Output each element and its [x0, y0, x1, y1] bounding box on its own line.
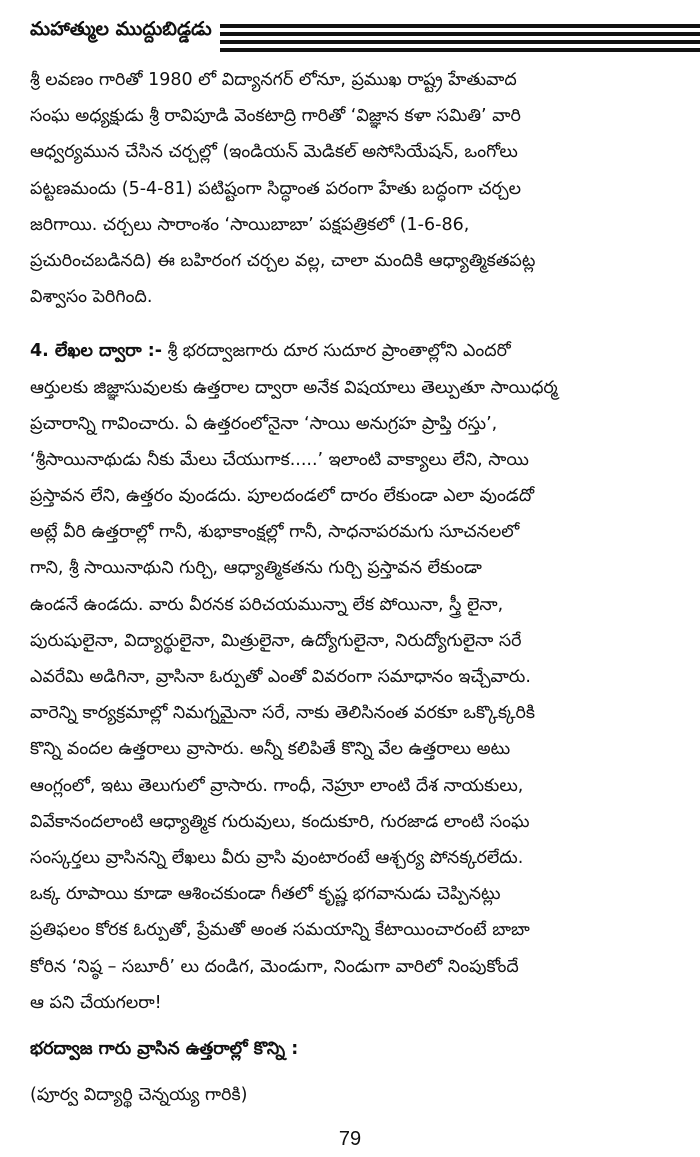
text-line: ఉండనే ఉండదు. వారు వీరనక పరిచయమున్నా లేక పోయినా, స్త్రీ లైనా, — [30, 594, 504, 615]
section-intro-text: శ్రీ భరద్వాజగారు దూర సుదూర ప్రాంతాల్లోని ఎందరో — [162, 341, 511, 362]
paragraph-gap — [30, 1021, 670, 1031]
text-line — [30, 333, 670, 369]
text-line: అట్లే వీరి ఉత్తరాల్లో గానీ, శుభాకాంక్షల్లో గానీ, సాధనాపరమగు సూచనలలో — [30, 522, 520, 543]
text-line: పట్టణమందు (5-4-81) పటిష్టంగా సిద్ధాంత పరంగా హేతు బద్ధంగా చర్చల — [30, 178, 522, 199]
section-letters — [30, 333, 670, 1021]
text-line: వివేకానందలాంటి ఆధ్యాత్మిక గురువులు, కందుకూరి, గురజాడ లాంటి సంఘ — [30, 811, 530, 832]
text-line: కోరిన ‘నిష్ఠ – సబూరీ’ లు దండిగ, మెండుగా, నిండుగా వారిలో నింపుకోందే — [30, 956, 519, 977]
text-line: ‘శ్రీసాయినాథుడు నీకు మేలు చేయుగాక.....’ ఇలాంటి వాక్యాలు లేని, సాయి — [30, 449, 529, 470]
paragraph-debates — [30, 62, 670, 315]
text-line: ప్రచురించబడినది) ఈ బహిరంగ చర్చల వల్ల, చాలా మందికి ఆధ్యాత్మికతపట్ల — [30, 250, 536, 271]
text-line: సంస్కర్తలు వ్రాసినన్ని లేఖలు వీరు వ్రాసి వుంటారంటే ఆశ్చర్య పోనక్కరలేదు. — [30, 847, 524, 868]
text-line: ఒక్క రూపాయి కూడా ఆశించకుండా గీతలో కృష్ణ భగవానుడు చెప్పినట్లు — [30, 884, 501, 905]
header-rule — [220, 40, 700, 44]
text-line: విశ్వాసం పెరిగింది. — [30, 287, 153, 308]
header-rule — [220, 48, 700, 52]
text-line: ప్రచారాన్ని గావించారు. ఏ ఉత్తరంలోనైనా ‘సాయి అనుగ్రహ ప్రాప్తి రస్తు’, — [30, 413, 498, 434]
section-heading: 4. లేఖల ద్వారా :- — [30, 341, 163, 362]
text-line: ఆంగ్లంలో, ఇటు తెలుగులో వ్రాసారు. గాంధీ, నెహ్రూ లాంటి దేశ నాయకులు, — [30, 775, 524, 796]
paragraph-gap — [30, 1067, 670, 1077]
text-line: ఆధ్వర్యమున చేసిన చర్చల్లో (ఇండియన్ మెడికల్ అసోసియేషన్, ఒంగోలు — [30, 142, 518, 163]
header-rules — [220, 24, 700, 64]
text-line: కొన్ని వందల ఉత్తరాలు వ్రాసారు. అన్నీ కలిపితే కొన్ని వేల ఉత్తరాలు అటు — [30, 739, 511, 760]
text-line: వారెన్ని కార్యక్రమాల్లో నిమగ్నమైనా సరే, నాకు తెలిసినంత వరకూ ఒక్కొక్కరికి — [30, 703, 536, 724]
page-body — [30, 62, 670, 1113]
letters-heading: భరద్వాజ గారు వ్రాసిన ఉత్తరాల్లో కొన్ని : — [30, 1038, 299, 1059]
text-line: ఆ పని చేయగలరా! — [30, 992, 162, 1013]
text-line: శ్రీ లవణం గారితో 1980 లో విద్యానగర్ లోనూ, ప్రముఖ రాష్ట్ర హేతువాద — [30, 70, 517, 90]
text-line: పురుషులైనా, విద్యార్థులైనా, మిత్రులైనా, ఉద్యోగులైనా, నిరుద్యోగులైనా సరే — [30, 630, 522, 651]
text-line: ప్రస్తావన లేని, ఉత్తరం వుండదు. పూలదండలో దారం లేకుండా ఎలా వుండదో — [30, 486, 535, 507]
text-line: ఎవరేమి అడిగినా, వ్రాసినా ఓర్పుతో ఎంతో వివరంగా సమాధానం ఇచ్చేవారు. — [30, 667, 531, 687]
text-line: గాని, శ్రీ సాయినాథుని గుర్చి, ఆధ్యాత్మికతను గుర్చి ప్రస్తావన లేకుండా — [30, 558, 482, 579]
letter-recipient: (పూర్వ విద్యార్థి చెన్నయ్య గారికి) — [30, 1085, 248, 1106]
page-number: 79 — [338, 1128, 362, 1150]
text-line: సంఘ అధ్యక్షుడు శ్రీ రావిపూడి వెంకటాద్రి గారితో ‘విజ్ఞాన కళా సమితి’ వారి — [30, 106, 521, 127]
text-line: జరిగాయి. చర్చలు సారాంశం ‘సాయిబాబా’ పక్షపత్రికలో (1-6-86, — [30, 214, 470, 235]
running-title: మహాత్ముల ముద్దుబిడ్డడు — [30, 18, 212, 40]
header-rule — [220, 24, 700, 28]
page-header — [30, 16, 670, 66]
text-line: ప్రతిఫలం కోరక ఓర్పుతో, ప్రేమతో అంత సమయాన్ని కేటాయించారంటే బాబా — [30, 920, 530, 941]
paragraph-gap — [30, 315, 670, 333]
text-line: ఆర్తులకు జిజ్ఞాసువులకు ఉత్తరాల ద్వారా అనేక విషయాలు తెల్పుతూ సాయిధర్మ — [30, 377, 558, 398]
header-rule — [220, 32, 700, 36]
